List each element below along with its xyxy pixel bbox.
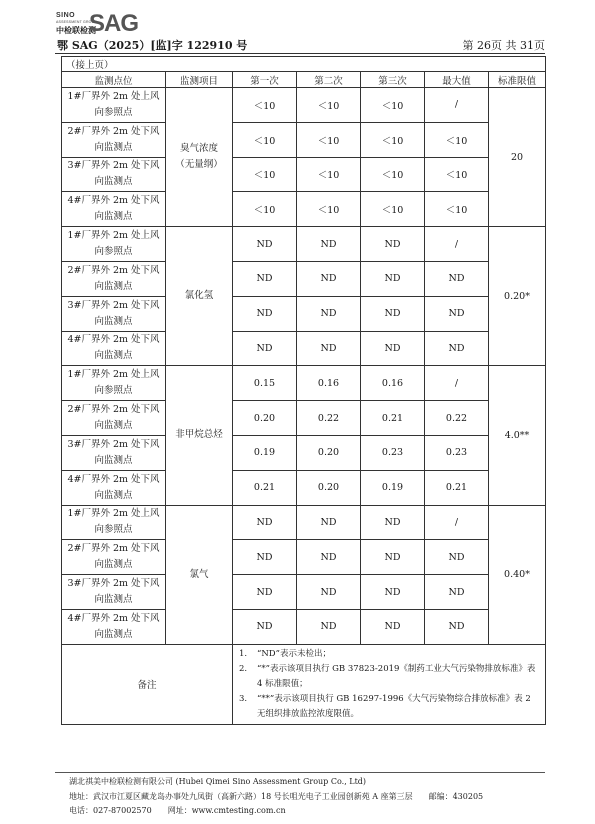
table-row xyxy=(62,331,546,366)
monitoring-point: 1#厂界外 2m 处上风 向参照点 xyxy=(62,88,166,123)
footer-website: 网址：www.cmtesting.com.cn xyxy=(167,806,286,815)
footer-company: 湖北祺美中检联检测有限公司 (Hubei Qimei Sino Assessment Group Co., Ltd) xyxy=(69,777,367,786)
monitoring-point: 2#厂界外 2m 处下风 向监测点 xyxy=(62,122,166,157)
value-third: 0.21 xyxy=(361,401,425,436)
value-third: ND xyxy=(361,505,425,540)
table-header-row xyxy=(62,72,546,88)
value-second: ND xyxy=(297,296,361,331)
value-third: ND xyxy=(361,261,425,296)
value-first: ND xyxy=(233,227,297,262)
header-limit: 标准限值 xyxy=(489,72,546,88)
logo-sino-text: SINO xyxy=(56,12,76,19)
value-first: ND xyxy=(233,331,297,366)
table-row xyxy=(62,122,546,157)
footer-divider xyxy=(55,772,545,773)
table-row xyxy=(62,575,546,610)
header-max: 最大值 xyxy=(425,72,489,88)
monitoring-point: 1#厂界外 2m 处上风 向参照点 xyxy=(62,505,166,540)
notes-content xyxy=(233,644,546,724)
table-row xyxy=(62,296,546,331)
value-second: ND xyxy=(297,505,361,540)
value-third: ND xyxy=(361,609,425,644)
monitoring-point: 4#厂界外 2m 处下风 向监测点 xyxy=(62,192,166,227)
value-max: / xyxy=(425,505,489,540)
logo-group-text: ASSESSMENT GROUP xyxy=(56,20,97,24)
monitoring-point: 1#厂界外 2m 处上风 向参照点 xyxy=(62,366,166,401)
value-max: 0.23 xyxy=(425,435,489,470)
notes-row xyxy=(62,644,546,724)
value-max: ＜10 xyxy=(425,192,489,227)
report-number: 鄂 SAG（2025）[监]字 122910 号 xyxy=(57,39,248,52)
monitoring-point: 4#厂界外 2m 处下风 向监测点 xyxy=(62,331,166,366)
table-row xyxy=(62,435,546,470)
logo-sag-text: SAG xyxy=(89,10,139,37)
table-row xyxy=(62,88,546,123)
standard-limit: 4.0** xyxy=(489,366,546,505)
company-logo xyxy=(56,12,176,38)
value-second: ND xyxy=(297,227,361,262)
value-first: ND xyxy=(233,609,297,644)
monitoring-point: 4#厂界外 2m 处下风 向监测点 xyxy=(62,470,166,505)
value-third: 0.19 xyxy=(361,470,425,505)
table-row xyxy=(62,192,546,227)
value-max: / xyxy=(425,366,489,401)
value-max: ＜10 xyxy=(425,122,489,157)
value-first: ＜10 xyxy=(233,122,297,157)
notes-label: 备注 xyxy=(62,644,233,724)
note-number: 1. xyxy=(239,648,248,659)
note-item xyxy=(239,647,539,662)
table-row xyxy=(62,261,546,296)
value-second: ND xyxy=(297,609,361,644)
value-third: ND xyxy=(361,575,425,610)
footer-postcode: 邮编：430205 xyxy=(428,791,484,801)
header-second: 第二次 xyxy=(297,72,361,88)
value-third: ＜10 xyxy=(361,157,425,192)
standard-limit: 0.40* xyxy=(489,505,546,644)
note-item xyxy=(239,692,539,722)
table-row xyxy=(62,505,546,540)
value-third: ND xyxy=(361,296,425,331)
value-second: ＜10 xyxy=(297,192,361,227)
value-first: 0.15 xyxy=(233,366,297,401)
value-max: 0.22 xyxy=(425,401,489,436)
header-third: 第三次 xyxy=(361,72,425,88)
table-row xyxy=(62,540,546,575)
value-first: ND xyxy=(233,505,297,540)
header-point: 监测点位 xyxy=(62,72,166,88)
header-divider xyxy=(55,53,545,54)
value-max: ND xyxy=(425,296,489,331)
continued-label: （接上页） xyxy=(62,57,546,72)
value-max: ND xyxy=(425,261,489,296)
value-first: 0.21 xyxy=(233,470,297,505)
value-third: 0.16 xyxy=(361,366,425,401)
page-footer xyxy=(69,775,483,819)
value-first: ND xyxy=(233,261,297,296)
monitoring-point: 4#厂界外 2m 处下风 向监测点 xyxy=(62,609,166,644)
standard-limit: 20 xyxy=(489,88,546,227)
table-row xyxy=(62,157,546,192)
monitoring-item: 非甲烷总烃 xyxy=(166,366,233,505)
value-max: / xyxy=(425,227,489,262)
table-row xyxy=(62,366,546,401)
value-third: ＜10 xyxy=(361,88,425,123)
value-third: ND xyxy=(361,540,425,575)
note-text: “**”表示该项目执行 GB 16297-1996《大气污染物综合排放标准》表 2 无组织排放监控浓度限值。 xyxy=(257,693,531,719)
value-max: ND xyxy=(425,575,489,610)
monitoring-point: 2#厂界外 2m 处下风 向监测点 xyxy=(62,401,166,436)
value-second: 0.20 xyxy=(297,435,361,470)
monitoring-point: 3#厂界外 2m 处下风 向监测点 xyxy=(62,157,166,192)
monitoring-point: 3#厂界外 2m 处下风 向监测点 xyxy=(62,575,166,610)
value-second: 0.20 xyxy=(297,470,361,505)
table-row xyxy=(62,227,546,262)
value-third: ND xyxy=(361,331,425,366)
value-first: ND xyxy=(233,296,297,331)
value-second: ＜10 xyxy=(297,157,361,192)
note-number: 2. xyxy=(239,663,248,674)
note-number: 3. xyxy=(239,693,248,704)
value-third: 0.23 xyxy=(361,435,425,470)
standard-limit: 0.20* xyxy=(489,227,546,366)
monitoring-results-table xyxy=(61,56,546,725)
monitoring-point: 1#厂界外 2m 处上风 向参照点 xyxy=(62,227,166,262)
page-number: 第 26页 共 31页 xyxy=(462,39,545,52)
value-max: ND xyxy=(425,331,489,366)
monitoring-item: 氯化氢 xyxy=(166,227,233,366)
value-first: ND xyxy=(233,540,297,575)
value-max: ＜10 xyxy=(425,157,489,192)
value-second: ＜10 xyxy=(297,122,361,157)
header-first: 第一次 xyxy=(233,72,297,88)
value-first: 0.19 xyxy=(233,435,297,470)
value-max: 0.21 xyxy=(425,470,489,505)
value-second: ＜10 xyxy=(297,88,361,123)
value-max: ND xyxy=(425,540,489,575)
value-first: ＜10 xyxy=(233,192,297,227)
note-text: “ND”表示未检出； xyxy=(257,648,331,659)
monitoring-point: 2#厂界外 2m 处下风 向监测点 xyxy=(62,540,166,575)
monitoring-point: 2#厂界外 2m 处下风 向监测点 xyxy=(62,261,166,296)
table-row xyxy=(62,609,546,644)
value-max: / xyxy=(425,88,489,123)
value-first: ND xyxy=(233,575,297,610)
value-first: ＜10 xyxy=(233,88,297,123)
header-item: 监测项目 xyxy=(166,72,233,88)
value-third: ND xyxy=(361,227,425,262)
value-third: ＜10 xyxy=(361,122,425,157)
value-max: ND xyxy=(425,609,489,644)
value-second: ND xyxy=(297,331,361,366)
value-second: 0.16 xyxy=(297,366,361,401)
footer-phone: 电话：027-87002570 xyxy=(69,806,152,815)
footer-address: 地址：武汉市江夏区藏龙岛办事处九凤街（高新六路）18 号长咀光电子工业园创新苑 A 座第三层 xyxy=(69,791,413,801)
monitoring-point: 3#厂界外 2m 处下风 向监测点 xyxy=(62,296,166,331)
value-second: ND xyxy=(297,540,361,575)
value-first: 0.20 xyxy=(233,401,297,436)
note-text: “*”表示该项目执行 GB 37823-2019《制药工业大气污染物排放标准》表 4 标准限值； xyxy=(257,663,536,689)
value-second: 0.22 xyxy=(297,401,361,436)
monitoring-item: 臭气浓度 （无量纲） xyxy=(166,88,233,227)
logo-chinese-text: 中检联检测 xyxy=(56,26,96,35)
value-second: ND xyxy=(297,261,361,296)
table-row xyxy=(62,401,546,436)
value-first: ＜10 xyxy=(233,157,297,192)
value-third: ＜10 xyxy=(361,192,425,227)
monitoring-item: 氯气 xyxy=(166,505,233,644)
table-row xyxy=(62,470,546,505)
monitoring-point: 3#厂界外 2m 处下风 向监测点 xyxy=(62,435,166,470)
note-item xyxy=(239,662,539,692)
value-second: ND xyxy=(297,575,361,610)
